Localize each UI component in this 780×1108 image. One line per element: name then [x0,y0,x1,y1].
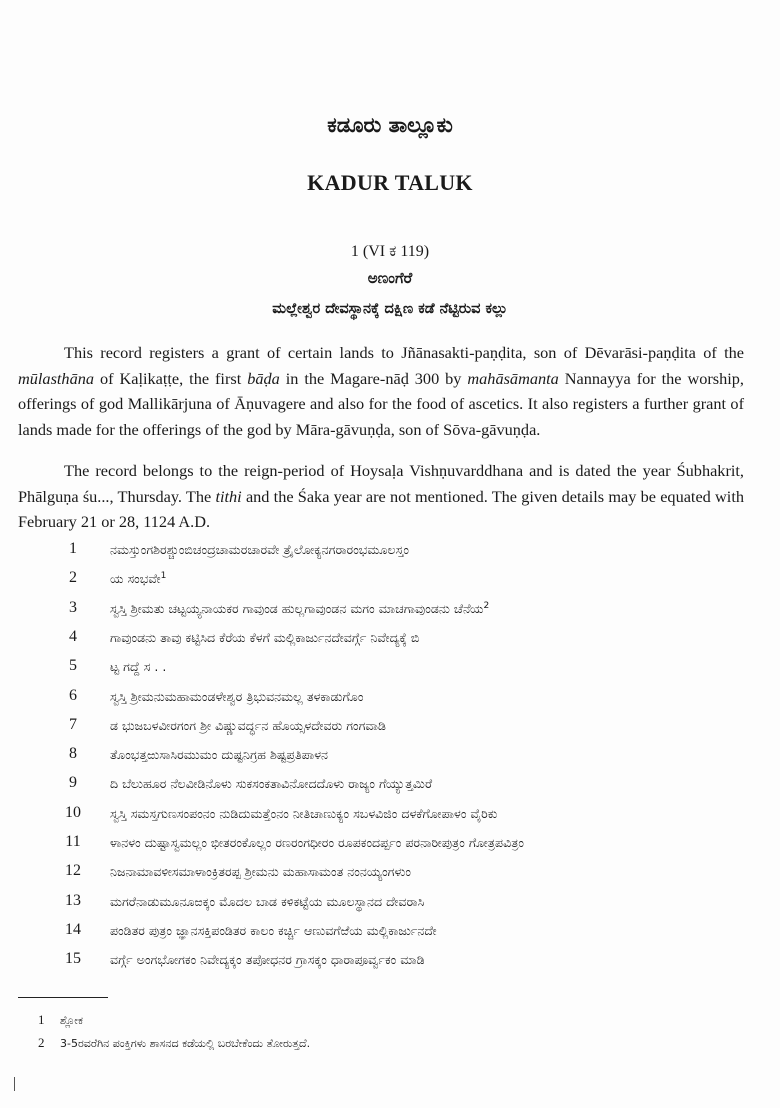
line-text [110,776,432,792]
summary-italic-term: bāḍa [247,368,280,388]
line-text-body: ಮಗರೆನಾಡುಮೂನೂಱಕ್ಕಂ ಮೊದಲ ಬಾಡ ಕಳಿಕಟ್ಟೆಯ ಮೂಲಸ್ಥಾನದ ದೇವರಾಸಿ [110,893,425,909]
line-text-body: ಪಂಡಿತರ ಪುತ್ರಂ ಜ್ಞಾನಸಕ್ತಿಪಂಡಿತರ ಕಾಲಂ ಕರ್ಚ್ಚಿ ಆಣುವಗೆಱೆಯ ಮಲ್ಲಿಕಾರ್ಜುನದೇ [110,922,437,938]
summary-paragraph-2 [18,458,744,535]
line-number: 9 [69,774,77,792]
summary-italic-term: mūlasthāna [18,368,94,388]
record-place: ಅಣಂಗೆರೆ [367,269,413,287]
footnote-text: ಶ್ಲೋಕ [60,1014,83,1027]
line-text-body: ಸ್ವಸ್ತಿ ಸಮಸ್ತಗುಣಸಂಪಂನಂ ನುಡಿದುಮತ್ತೆಂನಂ ನೀತಿಚಾಣುಕ್ಯಂ ಸಬಳವಿಜಿಂ ದಳಕೆಗೋಪಾಳಂ ವೈರಿಕು [110,805,498,821]
text-line [0,716,780,744]
text-line [0,921,780,949]
line-text-body: ನಿಜನಾಮಾವಳೀಸಮಾಳಾಂಕ್ರಿತರಪ್ಪ ಶ್ರೀಮನು ಮಹಾಸಾಮಂತ ನಂನಯ್ಯಂಗಳುಂ [110,864,411,880]
record-number: 1 (VI ಕ 119) [350,243,430,260]
summary-text: The record belongs to the reign-period of Hoysaḷa Vishṇuvarddhana and is dated the year Śubhakrit, Phālguṇa śu..., Thursday. The [18,461,744,506]
text-line [0,745,780,773]
line-number: 5 [69,657,77,675]
line-text [110,542,409,558]
summary-text: This record registers a grant of certain lands to Jñānasakti-paṇḍita, son of Dēvarāsi-paṇḍita of the [64,343,744,362]
line-number: 2 [69,569,77,587]
line-number: 10 [65,803,81,821]
summary-text: and the Śaka year are not mentioned. The given details may be equated with February 21 or 28, 1124 A.D. [18,486,744,531]
line-text-body: ಯ ಸಂಭವೇ [110,571,161,587]
footnote-number: 2 [38,1035,45,1050]
summary-italic-term: mahāsāmanta [467,368,559,388]
summary-text: Nannayya for the worship, offerings of god Mallikārjuna of Āṇuvagere and also for the food of ascetics. It also registers a further grant of lands made for the offerings of the god by Māra-gāvuṇḍa, son of Sōva-gāvuṇḍa. [18,368,745,439]
line-text-body: ಳಾನಳಂ ದುಷ್ಟಾಸ್ವಮಲ್ಲಂ ಭೀತರಂಕೊಲ್ಲಂ ರಣರಂಗಧೀರಂ ರೂಪಕಂದರ್ಪ್ಪಂ ಪರನಾರೀಪುತ್ರಂ ಗೋತ್ರಪವಿತ್ರಂ [110,835,524,850]
text-line [0,950,780,978]
line-text [110,630,419,646]
line-text-body: ಗಾವುಂಡನು ತಾವು ಕಟ್ಟಿಸಿದ ಕೆರೆಯ ಕೆಳಗೆ ಮಲ್ಲಿಕಾರ್ಜುನದೇವರ್ಗ್ಗೆ ನಿವೇದ್ಯಕ್ಕೆ ಬಿ [110,629,420,645]
summary-text: in the Magare-nāḍ 300 by [279,368,468,388]
line-number: 3 [69,598,77,616]
line-number: 14 [65,920,81,938]
line-text [110,835,524,851]
line-text [110,952,425,968]
record-location: ಮಲ್ಲೇಶ್ವರ ದೇವಸ್ಥಾನಕ್ಕೆ ದಕ್ಷಿಣ ಕಡೆ ನೆಟ್ಟಿರುವ ಕಲ್ಲು [272,301,508,317]
line-text-body: ವರ್ಗ್ಗೆ ಅಂಗಭೋಗಕಂ ನಿವೇದ್ಯಕ್ಕಂ ತಪೋಧನರ ಗ್ರಾಸಕ್ಕಂ ಧಾರಾಪೂರ್ವ್ವಕಂ ಮಾಡಿ [110,952,425,968]
footnote-ref: 1 [160,571,167,582]
footnote-1 [38,1012,83,1028]
text-line [0,569,780,597]
line-text-body: ತೊಂಭತ್ತಱುಸಾಸಿರಮುಮಂ ದುಷ್ಟನಿಗ್ರಹ ಶಿಷ್ಟಪ್ರತಿಪಾಳನ [110,747,329,763]
line-text [110,747,328,763]
line-text-body: ಸ್ವಸ್ತಿ ಶ್ರೀಮನುಮಹಾಮಂಡಳೇಶ್ವರ ತ್ರಿಭುವನಮಲ್ಲ ತಳಕಾಡುಗೊಂ [110,688,364,704]
footnote-divider [18,997,108,998]
line-number: 4 [69,627,77,645]
text-line [0,862,780,890]
line-text [110,923,437,939]
text-line [0,599,780,627]
line-text [110,718,386,734]
line-number: 13 [65,891,81,909]
line-text [110,689,363,705]
line-text [110,894,424,910]
footnote-text: 3-5ರವರೆಗಿನ ಪಂಕ್ತಿಗಳು ಶಾಸನದ ಕಡೆಯಲ್ಲಿ ಬರಬೇಕೆಂದು ತೋರುತ್ತದೆ. [60,1037,311,1050]
summary-text: of Kaḷikaṭṭe, the first [94,368,248,388]
line-text [110,659,166,675]
text-line [0,628,780,656]
line-text [110,864,411,880]
line-number: 1 [69,540,77,557]
line-number: 12 [65,862,81,880]
text-line [0,833,780,861]
footnote-number: 1 [38,1012,45,1027]
summary-italic-term: tithi [215,486,242,506]
line-number: 11 [65,833,81,850]
footnote-2 [38,1035,310,1051]
taluk-title-english: KADUR TALUK [307,170,473,195]
line-text [110,806,497,822]
text-line [0,540,780,568]
text-line [0,892,780,920]
line-text-body: ಟ್ಟ ಗದ್ದೆ ಸ . . [110,659,167,675]
text-line [0,804,780,832]
line-text-body: ದಿ ಬೆಲುಹೂರ ನೆಲವೀಡಿನೊಳು ಸುಕಸಂಕತಾವಿನೋದದೊಳು ರಾಜ್ಯಂ ಗೆಯ್ಯುತ್ತಮಿರೆ [110,776,433,792]
line-number: 15 [65,950,81,968]
line-number: 7 [69,715,77,733]
line-text-body: ನಮಸ್ತುಂಗಶಿರಶ್ಚುಂಬಿಚಂದ್ರಚಾಮರಚಾರವೇ ತ್ರೈಲೋಕ್ಯನಗರಾರಂಭಮೂಲಸ್ತಂ [110,542,409,557]
line-text-body: ಡ ಭುಜಬಳವೀರಗಂಗ ಶ್ರೀ ವಿಷ್ಣುವರ್ದ್ಧನ ಹೊಯ್ಸಳದೇವರು ಗಂಗವಾಡಿ [110,717,386,733]
summary-paragraph-1 [18,340,744,442]
line-text [110,571,166,587]
text-line [0,657,780,685]
taluk-title-kannada: ಕಡೂರು ತಾಲ್ಲೂಕು [327,113,453,137]
text-line [0,774,780,802]
footnote-ref: 2 [483,600,490,611]
margin-mark [14,1077,15,1091]
text-line [0,687,780,715]
line-number: 8 [69,745,77,763]
line-text [110,601,489,617]
line-text-body: ಸ್ವಸ್ತಿ ಶ್ರೀಮತು ಚಟ್ಟಯ್ಯನಾಯಕರ ಗಾವುಂಡ ಹುಲ್ಲಗಾವುಂಡನ ಮಗಂ ಮಾಚಗಾವುಂಡನು ಚೆನೆಯ [110,600,484,616]
line-number: 6 [69,686,77,704]
